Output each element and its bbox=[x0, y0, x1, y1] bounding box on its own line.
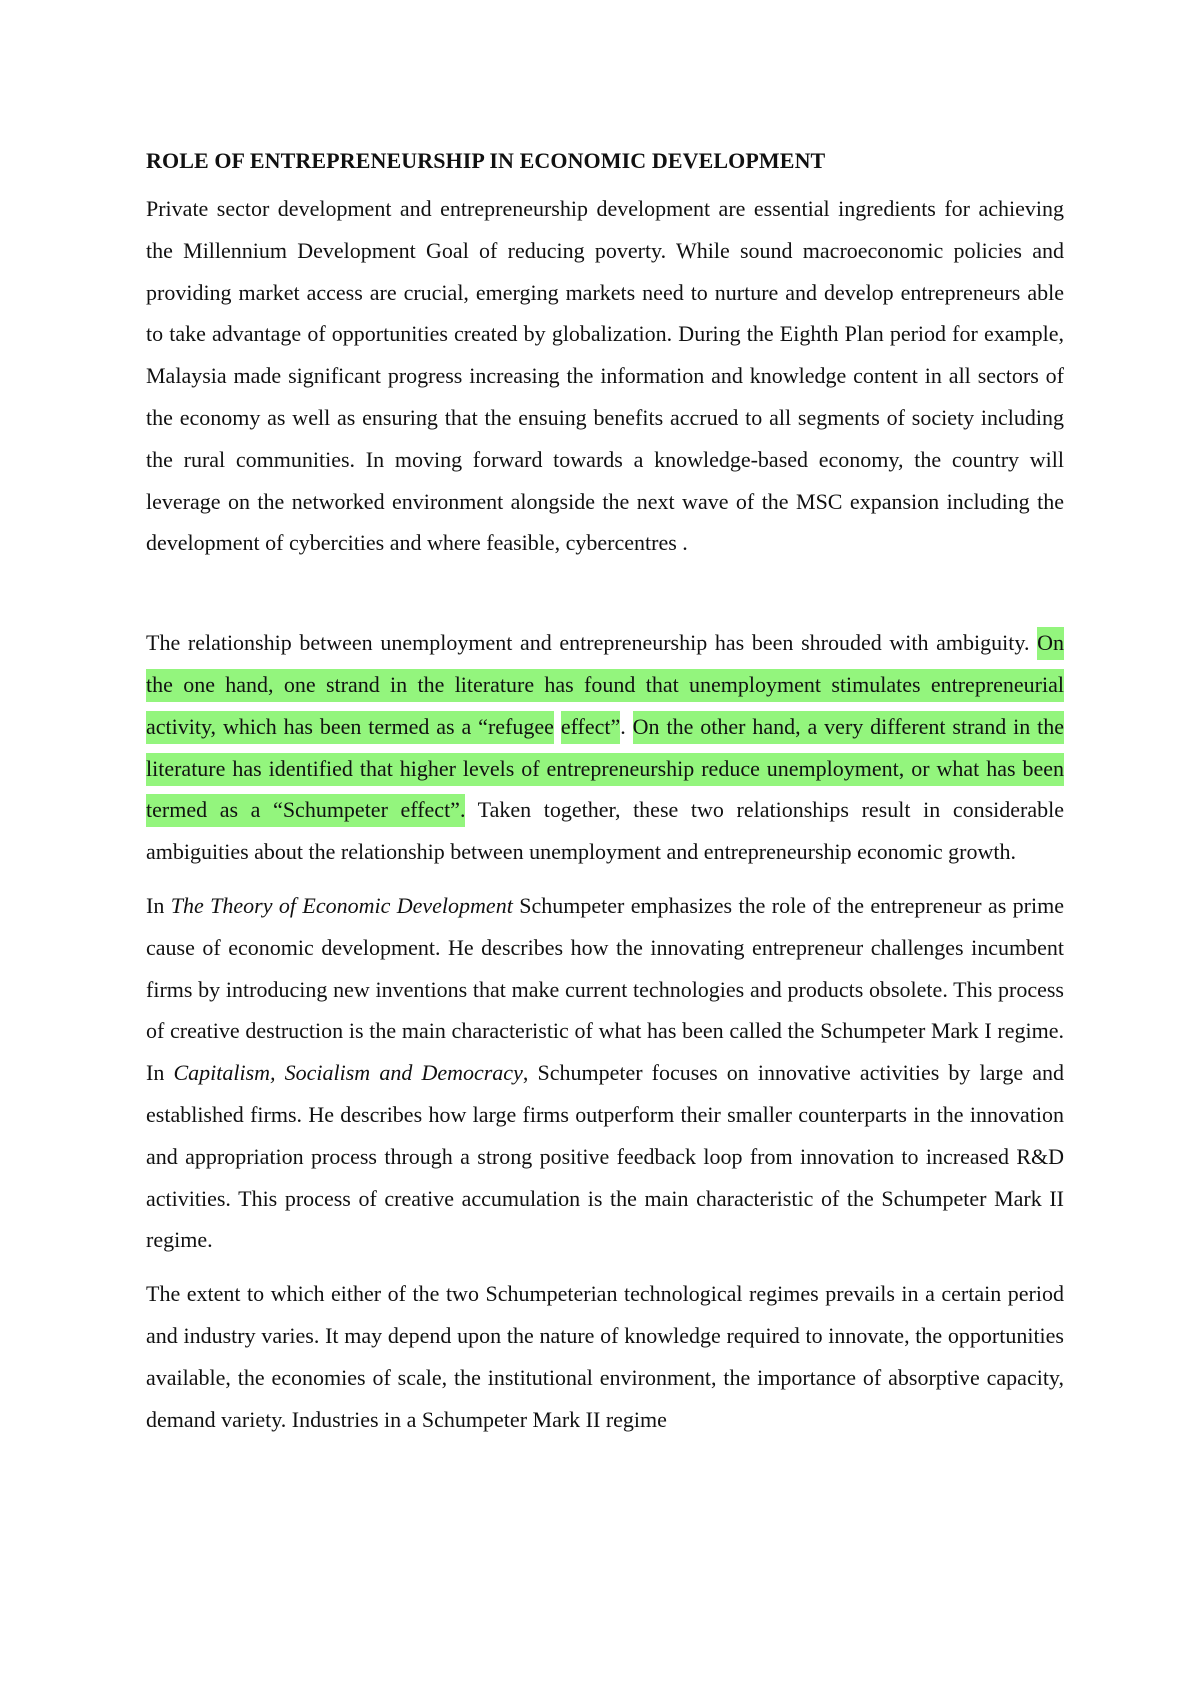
highlight-effect-word: effect” bbox=[561, 711, 620, 744]
book-title-theory-economic-development: The Theory of Economic Development bbox=[170, 892, 513, 918]
highlight-gap-2 bbox=[626, 714, 633, 739]
paragraph-unemployment-outro: Taken together, these two relationships result in considerable ambiguities about the relationship between unemployment and entrepreneurship economic growth. bbox=[146, 797, 1064, 865]
paragraph-private-sector: Private sector development and entrepreneurship development are essential ingredients for achieving the Millennium Development Goal of reducing poverty. While sound macroeconomic policies and providing market access are crucial, emerging markets need to nurture and develop entrepreneurs able to take advantage of opportunities created by globalization. During the Eighth Plan period for example, Malaysia made significant progress increasing the information and knowledge content in all sectors of the economy as well as ensuring that the ensuing benefits accrued to all segments of society including the rural communities. In moving forward towards a knowledge-based economy, the country will leverage on the networked environment alongside the next wave of the MSC expansion including the development of cybercities and where feasible, cybercentres . bbox=[146, 196, 1064, 556]
document-body bbox=[146, 146, 1064, 1440]
document-title: ROLE OF ENTREPRENEURSHIP IN ECONOMIC DEVELOPMENT bbox=[146, 148, 826, 173]
paragraph-unemployment-intro: The relationship between unemployment and entrepreneurship has been shrouded with ambiguity. bbox=[146, 630, 1038, 656]
paragraph-schumpeter-part3: , Schumpeter focuses on innovative activities by large and established firms. He describes how large firms outperform their smaller counterparts in the innovation and appropriation process through a strong positive feedback loop from innovation to increased R&D activities. This process of creative accumulation is the main characteristic of the Schumpeter Mark II regime. bbox=[146, 1060, 1064, 1253]
paragraph-unemployment bbox=[146, 622, 1064, 873]
highlight-period: . bbox=[620, 713, 626, 739]
book-title-capitalism-socialism-democracy: Capitalism, Socialism and Democracy bbox=[173, 1060, 523, 1086]
highlight-refugee-effect: On the one hand, one strand in the literature has found that unemployment stimulates entrepreneurial activity, which has been termed as a “refugee bbox=[146, 627, 1064, 744]
highlight-schumpeter-effect: On the other hand, a very different strand in the literature has identified that higher levels of entrepreneurship reduce unemployment, or what has been termed as a “Schumpeter effect”. bbox=[146, 711, 1064, 828]
highlight-gap bbox=[554, 714, 561, 739]
paragraph-schumpeter-regimes bbox=[146, 885, 1064, 1261]
paragraph-schumpeter-part1: In bbox=[146, 892, 171, 918]
paragraph-technological-regimes: The extent to which either of the two Schumpeterian technological regimes prevails in a certain period and industry varies. It may depend upon the nature of knowledge required to innovate, the opportunities available, the economies of scale, the institutional environment, the importance of absorptive capacity, demand variety. Industries in a Schumpeter Mark II regime bbox=[146, 1281, 1064, 1432]
paragraph-schumpeter-part2: Schumpeter emphasizes the role of the entrepreneur as prime cause of economic development. He describes how the innovating entrepreneur challenges incumbent firms by introducing new inventions that make current technologies and products obsolete. This process of creative destruction is the main characteristic of what has been called the Schumpeter Mark I regime. In bbox=[146, 892, 1064, 1086]
